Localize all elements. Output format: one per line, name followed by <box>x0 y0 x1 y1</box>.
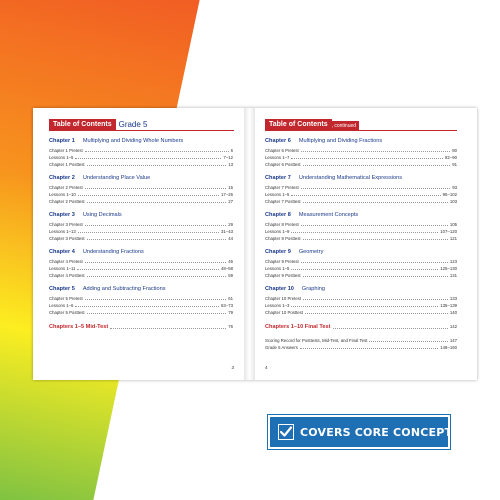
chapter-number: Chapter 7 <box>265 175 291 181</box>
row-page: 63–73 <box>221 303 233 308</box>
row-page: 82–90 <box>445 155 457 160</box>
row-label: Lessons 1–7 <box>265 155 290 160</box>
toc-row <box>49 258 233 265</box>
toc-row <box>49 235 233 242</box>
row-label: Chapter 3 Posttest <box>49 236 85 241</box>
row-label: Chapter 4 Posttest <box>49 273 85 278</box>
chapter-name: Understanding Place Value <box>82 175 151 181</box>
row-page: 29 <box>228 222 233 227</box>
chapter-name: Using Decimals <box>82 212 122 218</box>
row-label: Lessons 1–5 <box>49 155 74 160</box>
chapter-name: Understanding Mathematical Expressions <box>298 175 403 181</box>
chapter-name: Geometry <box>298 249 324 255</box>
chapter-name: Adding and Subtracting Fractions <box>82 286 166 292</box>
chapter-number: Chapter 3 <box>49 212 75 218</box>
row-label: Chapter 8 Posttest <box>265 236 301 241</box>
toc-row <box>265 265 457 272</box>
toc-row <box>265 258 457 265</box>
row-page: 131 <box>449 273 457 278</box>
chapter-title <box>49 249 233 255</box>
toc-row <box>265 272 457 279</box>
row-label: Grade 5 Answers <box>265 345 298 350</box>
finaltest-page: 142 <box>449 324 457 329</box>
row-label: Lessons 1–10 <box>49 192 76 197</box>
row-label: Lessons 1–11 <box>49 266 76 271</box>
chapter-number: Chapter 2 <box>49 175 75 181</box>
row-page: 59 <box>228 273 233 278</box>
toc-row <box>265 184 457 191</box>
chapter-block <box>265 286 457 316</box>
row-page: 125–130 <box>440 266 457 271</box>
row-label: Chapter 2 Pretest <box>49 185 83 190</box>
finaltest-row <box>265 323 457 331</box>
toc-row <box>49 221 233 228</box>
midtest-page: 76 <box>228 324 233 329</box>
banner-text: COVERS CORE CONCEPTS <box>300 425 461 439</box>
row-page: 46 <box>228 259 233 264</box>
toc-row <box>49 228 233 235</box>
row-label: Chapter 10 Posttest <box>265 310 303 315</box>
row-page: 31–43 <box>221 229 233 234</box>
chapter-block <box>49 138 233 168</box>
page-number: 3 <box>231 365 234 370</box>
toc-row <box>49 154 233 161</box>
toc-row <box>265 309 457 316</box>
chapter-name: Multiplying and Dividing Whole Numbers <box>82 138 184 144</box>
row-page: 91 <box>452 162 457 167</box>
midtest-label: Chapters 1–5 Mid-Test <box>49 324 109 330</box>
toc-row <box>49 184 233 191</box>
row-page: 6 <box>230 148 233 153</box>
toc-row <box>49 191 233 198</box>
chapter-number: Chapter 6 <box>265 138 291 144</box>
row-label: Chapter 1 Posttest <box>49 162 85 167</box>
row-page: 27 <box>228 199 233 204</box>
row-page: 80 <box>452 148 457 153</box>
toc-header <box>49 118 234 131</box>
toc-row <box>49 198 233 205</box>
row-page: 148–160 <box>440 345 457 350</box>
row-page: 44 <box>228 236 233 241</box>
row-label: Lessons 1–3 <box>265 303 290 308</box>
toc-row <box>265 221 457 228</box>
chapter-title <box>265 138 457 144</box>
row-page: 103 <box>449 199 457 204</box>
row-page: 79 <box>228 310 233 315</box>
row-page: 61 <box>228 296 233 301</box>
chapter-block <box>49 212 233 242</box>
row-page: 135–139 <box>440 303 457 308</box>
row-label: Chapter 9 Pretest <box>265 259 299 264</box>
row-label: Chapter 6 Posttest <box>265 162 301 167</box>
toc-row <box>49 309 233 316</box>
chapter-name: Multiplying and Dividing Fractions <box>298 138 383 144</box>
chapter-number: Chapter 4 <box>49 249 75 255</box>
chapter-block <box>49 175 233 205</box>
covers-core-concepts-banner <box>268 415 461 449</box>
row-label: Chapter 5 Posttest <box>49 310 85 315</box>
row-page: 13 <box>228 162 233 167</box>
chapter-title <box>265 212 457 218</box>
toc-row <box>265 147 457 154</box>
chapter-number: Chapter 5 <box>49 286 75 292</box>
row-label: Lessons 1–5 <box>265 266 290 271</box>
row-page: 93 <box>452 185 457 190</box>
toc-row <box>265 228 457 235</box>
row-page: 147 <box>449 338 457 343</box>
toc-row <box>265 344 457 351</box>
extra-rows <box>265 337 457 351</box>
chapter-block <box>49 286 233 316</box>
right-page <box>255 108 477 380</box>
row-label: Chapter 8 Pretest <box>265 222 299 227</box>
row-page: 123 <box>449 259 457 264</box>
toc-row <box>265 161 457 168</box>
row-page: 107–120 <box>440 229 457 234</box>
checkmark-icon <box>278 424 294 440</box>
toc-list <box>265 138 457 351</box>
row-page: 95–102 <box>442 192 457 197</box>
toc-header <box>265 118 457 131</box>
row-page: 17–26 <box>221 192 233 197</box>
row-page: 121 <box>449 236 457 241</box>
toc-row <box>49 295 233 302</box>
toc-row <box>49 147 233 154</box>
row-label: Chapter 3 Pretest <box>49 222 83 227</box>
row-page: 140 <box>449 310 457 315</box>
chapter-block <box>49 249 233 279</box>
left-page <box>33 108 245 380</box>
chapter-title <box>49 286 233 292</box>
row-page: 105 <box>449 222 457 227</box>
chapter-block <box>265 212 457 242</box>
toc-row <box>265 191 457 198</box>
toc-row <box>265 154 457 161</box>
chapter-title <box>49 212 233 218</box>
row-label: Chapter 2 Posttest <box>49 199 85 204</box>
toc-row <box>265 235 457 242</box>
row-label: Chapter 10 Pretest <box>265 296 302 301</box>
chapter-block <box>265 249 457 279</box>
chapter-name: Measurement Concepts <box>298 212 359 218</box>
chapter-title <box>265 175 457 181</box>
toc-header-tab: Table of Contents <box>49 119 116 130</box>
toc-continued-label: , continued <box>332 121 359 130</box>
row-label: Chapter 9 Posttest <box>265 273 301 278</box>
row-label: Chapter 5 Pretest <box>49 296 83 301</box>
row-label: Chapter 4 Pretest <box>49 259 83 264</box>
chapter-number: Chapter 8 <box>265 212 291 218</box>
row-label: Chapter 1 Pretest <box>49 148 83 153</box>
row-page: 7–12 <box>223 155 233 160</box>
toc-row <box>265 295 457 302</box>
toc-grade-label: Grade 5 <box>118 120 148 129</box>
toc-row <box>265 337 457 344</box>
toc-row <box>49 265 233 272</box>
chapter-number: Chapter 1 <box>49 138 75 144</box>
row-label: Chapter 6 Pretest <box>265 148 299 153</box>
chapter-title <box>265 249 457 255</box>
row-page: 133 <box>449 296 457 301</box>
finaltest-label: Chapters 1–10 Final Test <box>265 324 331 330</box>
chapter-number: Chapter 9 <box>265 249 291 255</box>
chapter-block <box>265 138 457 168</box>
chapter-title <box>49 175 233 181</box>
row-page: 15 <box>228 185 233 190</box>
row-label: Lessons 1–9 <box>265 229 290 234</box>
chapter-number: Chapter 10 <box>265 286 294 292</box>
row-label: Chapter 7 Posttest <box>265 199 301 204</box>
toc-row <box>265 302 457 309</box>
row-label: Scoring Record for Posttests, Mid-Test, and Final Test <box>265 338 368 343</box>
chapter-title <box>49 138 233 144</box>
chapter-name: Graphing <box>301 286 325 292</box>
row-label: Lessons 1–5 <box>265 192 290 197</box>
page-number: 4 <box>265 365 268 370</box>
midtest-row <box>49 323 233 331</box>
row-page: 48–58 <box>221 266 233 271</box>
toc-row <box>49 161 233 168</box>
toc-row <box>265 198 457 205</box>
row-label: Lessons 1–6 <box>49 303 74 308</box>
chapter-title <box>265 286 457 292</box>
toc-list <box>49 138 233 331</box>
open-book-spread <box>33 108 477 380</box>
book-gutter <box>244 108 255 380</box>
chapter-name: Understanding Fractions <box>82 249 144 255</box>
row-label: Chapter 7 Pretest <box>265 185 299 190</box>
toc-row <box>49 272 233 279</box>
toc-row <box>49 302 233 309</box>
toc-header-tab: Table of Contents <box>265 119 332 130</box>
row-label: Lessons 1–13 <box>49 229 76 234</box>
chapter-block <box>265 175 457 205</box>
